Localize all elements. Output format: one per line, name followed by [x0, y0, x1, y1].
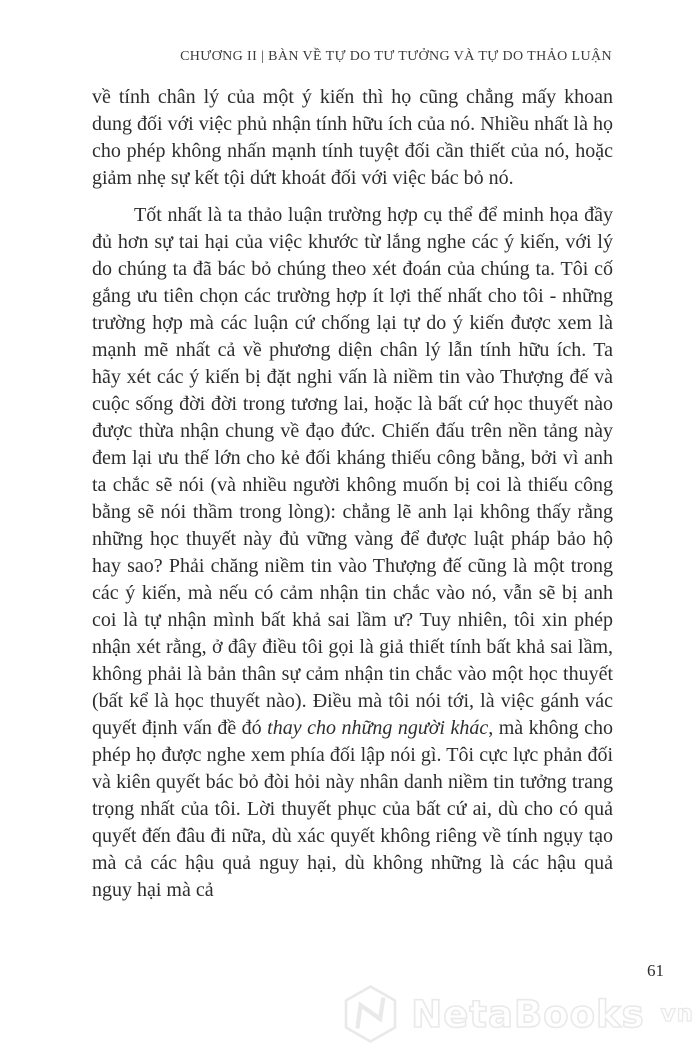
body-text — [92, 84, 613, 904]
italic-text-segment: thay cho những người khác — [267, 717, 489, 739]
text-segment: Tốt nhất là ta thảo luận trường hợp cụ thể để minh họa đầy đủ hơn sự tai hại của việc khước từ lắng nghe các ý kiến, với lý do chúng ta đã bác bỏ chúng theo xét đoán của chúng ta. Tôi cố gắng ưu tiên chọn các trường hợp ít lợi thế nhất cho tôi - những trường hợp mà các luận cứ chống lại tự do ý kiến được xem là mạnh mẽ nhất cả về phương diện chân lý lẫn tính hữu ích. Ta hãy xét các ý kiến bị đặt nghi vấn là niềm tin vào Thượng đế và cuộc sống đời đời trong tương lai, hoặc là bất cứ học thuyết nào được thừa nhận chung về đạo đức. Chiến đấu trên nền tảng này đem lại ưu thế lớn cho kẻ đối kháng thiếu công bằng, bởi vì anh ta chắc sẽ nói (và nhiều người không muốn bị coi là thiếu công bằng sẽ nói thầm trong lòng): chẳng lẽ anh lại không thấy rằng những học thuyết này đủ vững vàng để được luật pháp bảo hộ hay sao? Phải chăng niềm tin vào Thượng đế cũng là một trong các ý kiến, mà nếu có cảm nhận tin chắc vào nó, vẫn sẽ bị anh coi là tự nhận mình bất khả sai lầm ư? Tuy nhiên, tôi xin phép nhận xét rằng, ở đây điều tôi gọi là giả thiết tính bất khả sai lầm, không phải là bản thân sự cảm nhận tin chắc vào một học thuyết (bất kể là học thuyết nào). Điều mà tôi nói tới, là việc gánh vác quyết định vấn đề đó — [92, 204, 613, 739]
paragraph — [92, 202, 613, 904]
text-segment: , mà không cho phép họ được nghe xem phía đối lập nói gì. Tôi cực lực phản đối và kiên quyết bác bỏ đòi hỏi này nhân danh niềm tin tưởng trang trọng nhất của tôi. Lời thuyết phục của bất cứ ai, dù cho có quả quyết đến đâu đi nữa, dù xác quyết không riêng về tính ngụy tạo mà cả các hậu quả nguy hại, dù không những là các hậu quả nguy hại mà cả — [92, 717, 613, 901]
netabooks-hexagon-n-icon — [342, 984, 399, 1044]
watermark — [342, 984, 694, 1044]
watermark-domain-text: vn — [660, 1000, 694, 1027]
watermark-brand-text: NetaBooks — [411, 992, 645, 1036]
page-number: 61 — [647, 961, 664, 980]
paragraph — [92, 84, 613, 192]
running-header: CHƯƠNG II | BÀN VỀ TỰ DO TƯ TƯỞNG VÀ TỰ DO THẢO LUẬN — [180, 49, 612, 64]
text-segment: về tính chân lý của một ý kiến thì họ cũng chẳng mấy khoan dung đối với việc phủ nhận tính hữu ích của nó. Nhiều nhất là họ cho phép không nhấn mạnh tính tuyệt đối cần thiết của nó, hoặc giảm nhẹ sự kết tội dứt khoát đối với việc bác bỏ nó. — [92, 86, 613, 189]
